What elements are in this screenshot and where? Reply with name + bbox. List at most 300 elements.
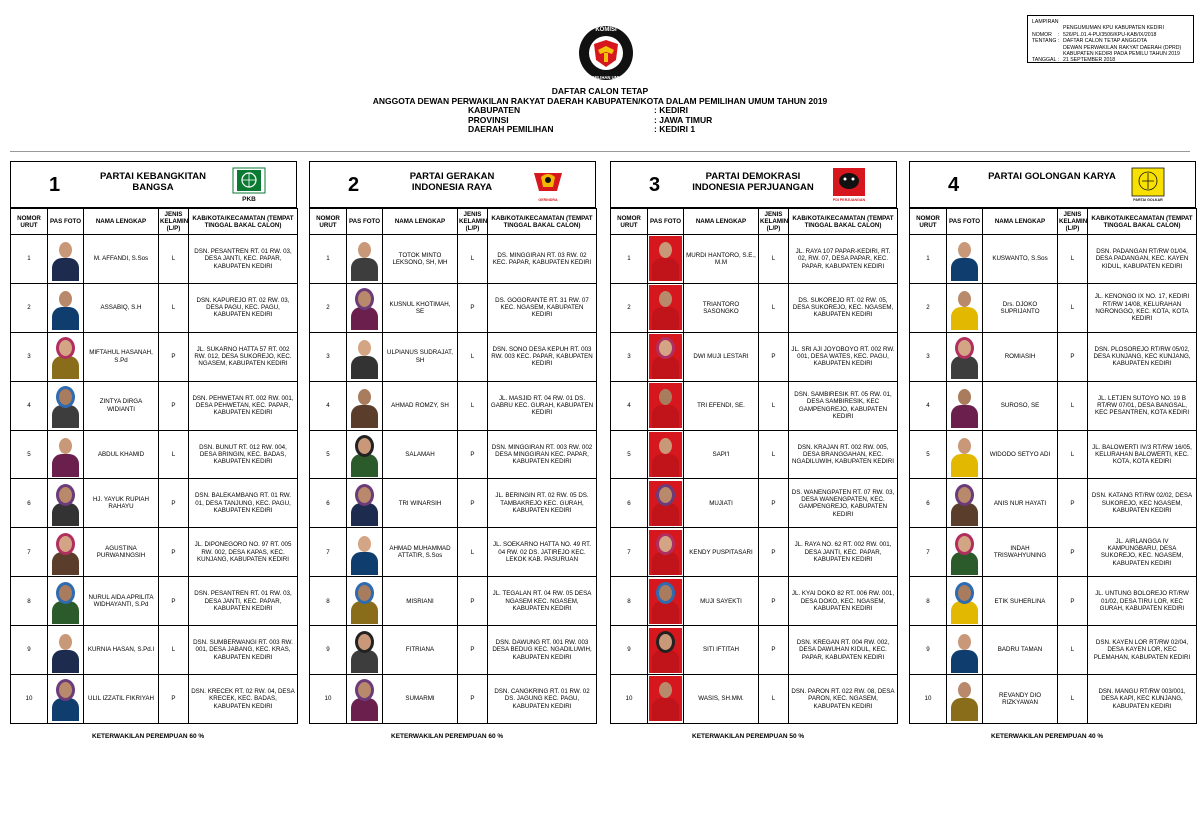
candidate-number: 3 <box>11 332 48 381</box>
candidate-address: DSN. KRECEK RT. 02 RW. 04, DESA KRECEK, KEC. BADAS, KABUPATEN KEDIRI <box>189 675 298 724</box>
candidate-photo <box>948 579 981 624</box>
candidate-number: 8 <box>910 577 947 626</box>
candidate-name: ROMIASIH <box>983 332 1058 381</box>
photo-body <box>52 503 79 526</box>
candidate-photo <box>49 334 82 379</box>
photo-cell <box>648 577 684 626</box>
photo-head <box>958 340 971 356</box>
candidate-photo <box>348 285 381 330</box>
photo-head <box>958 438 971 454</box>
candidate-photo <box>948 530 981 575</box>
candidate-name: ASSABIQ, S.H <box>84 283 159 332</box>
candidate-number: 3 <box>310 332 347 381</box>
svg-text:PEMILIHAN UMUM: PEMILIHAN UMUM <box>587 75 625 80</box>
candidate-photo <box>649 628 682 673</box>
party-name: PARTAI GOLONGAN KARYA <box>988 171 1116 182</box>
photo-cell <box>48 577 84 626</box>
candidate-sex: P <box>159 332 189 381</box>
photo-head <box>358 340 371 356</box>
candidate-number: 10 <box>611 675 648 724</box>
party-number: 1 <box>49 174 61 196</box>
candidate-name: WIDODO SETYO ADI <box>983 430 1058 479</box>
candidate-address: JL. MASJID RT. 04 RW. 01 DS. GABRU KEC. GURAH, KABUPATEN KEDIRI <box>488 381 597 430</box>
candidate-name: KENDY PUSPITASARI <box>684 528 759 577</box>
women-representation-note: KETERWAKILAN PEREMPUAN 60 % <box>92 733 205 740</box>
candidate-number: 5 <box>611 430 648 479</box>
candidate-name: MISRIANI <box>383 577 458 626</box>
candidate-name: WASIS, SH.MM. <box>684 675 759 724</box>
photo-body <box>351 454 378 477</box>
table-row <box>11 528 298 577</box>
region-value: : KEDIRI 1 <box>654 124 696 134</box>
photo-cell <box>347 675 383 724</box>
candidate-sex: L <box>458 381 488 430</box>
photo-head <box>659 536 672 552</box>
photo-head <box>659 438 672 454</box>
candidate-photo <box>948 383 981 428</box>
column-header: KAB/KOTA/KECAMATAN (TEMPAT TINGGAL BAKAL CALON) <box>488 209 597 235</box>
photo-body <box>652 356 679 379</box>
table-row <box>11 479 298 528</box>
photo-body <box>351 698 378 721</box>
photo-head <box>659 340 672 356</box>
photo-head <box>59 242 72 258</box>
candidate-name: TRI WINARSIH <box>383 479 458 528</box>
photo-body <box>951 552 978 575</box>
photo-body <box>52 698 79 721</box>
candidate-photo <box>649 432 682 477</box>
candidate-photo <box>348 383 381 428</box>
candidate-table <box>610 208 898 724</box>
candidate-number: 8 <box>310 577 347 626</box>
candidate-address: DSN. BALEKAMBANG RT. 01 RW. 01, DESA TANJUNG, KEC. PAGU, KABUPATEN KEDIRI <box>189 479 298 528</box>
photo-head <box>59 340 72 356</box>
candidate-number: 9 <box>611 626 648 675</box>
party-panel-4 <box>909 161 1196 724</box>
candidate-photo <box>948 676 981 721</box>
lampiran-row <box>1032 57 1189 63</box>
column-header: JENIS KELAMIN (L/P) <box>159 209 189 235</box>
candidate-sex: P <box>458 577 488 626</box>
photo-head <box>659 585 672 601</box>
photo-body <box>951 601 978 624</box>
photo-body <box>652 454 679 477</box>
lampiran-key: NOMOR <box>1032 31 1052 38</box>
golkar-logo-icon <box>1131 167 1165 204</box>
candidate-table <box>909 208 1197 724</box>
candidate-photo <box>49 530 82 575</box>
candidate-photo <box>348 579 381 624</box>
candidate-photo <box>348 432 381 477</box>
candidate-number: 6 <box>11 479 48 528</box>
candidate-name: SAPI'I <box>684 430 759 479</box>
candidate-address: JL. LETJEN SUTOYO NO. 19 B RT/RW 07/01, DESA BANGSAL, KEC PESANTREN, KOTA KEDIRI <box>1088 381 1197 430</box>
candidate-sex: P <box>458 675 488 724</box>
table-row <box>611 332 898 381</box>
photo-cell <box>648 430 684 479</box>
candidate-address: DSN. SUMBERWANGI RT. 003 RW. 001, DESA JABANG, KEC. KRAS, KABUPATEN KEDIRI <box>189 626 298 675</box>
table-row <box>611 430 898 479</box>
candidate-name: DWI MUJI LESTARI <box>684 332 759 381</box>
candidate-name: ANIS NUR HAYATI <box>983 479 1058 528</box>
party-name: PARTAI GERAKAN INDONESIA RAYA <box>409 171 495 193</box>
candidate-sex: L <box>759 381 789 430</box>
photo-cell <box>48 479 84 528</box>
kpu-emblem <box>578 20 634 86</box>
photo-body <box>52 650 79 673</box>
photo-body <box>951 650 978 673</box>
candidate-photo <box>49 676 82 721</box>
photo-body <box>351 356 378 379</box>
table-row <box>11 626 298 675</box>
candidate-address: DSN. PARON RT. 022 RW. 08, DESA PARON, KEC. NGASEM, KABUPATEN KEDIRI <box>789 675 898 724</box>
photo-cell <box>347 332 383 381</box>
candidate-photo <box>49 579 82 624</box>
candidate-sex: L <box>1058 430 1088 479</box>
party-panel-3 <box>610 161 897 724</box>
candidate-number: 1 <box>611 235 648 284</box>
table-row <box>11 283 298 332</box>
candidate-photo <box>649 530 682 575</box>
candidate-address: JL. SOEKARNO HATTA NO. 49 RT. 04 RW. 02 DS. JATIREJO KEC. LEKOK KAB. PASURUAN <box>488 528 597 577</box>
candidate-name: SUMARMI <box>383 675 458 724</box>
photo-body <box>951 698 978 721</box>
table-row <box>310 479 597 528</box>
candidate-number: 3 <box>611 332 648 381</box>
party-logo-text: GERINDRA <box>538 198 558 202</box>
candidate-number: 1 <box>310 235 347 284</box>
photo-head <box>958 242 971 258</box>
photo-cell <box>648 528 684 577</box>
candidate-sex: L <box>159 430 189 479</box>
photo-body <box>351 405 378 428</box>
candidate-number: 6 <box>611 479 648 528</box>
table-header-row <box>11 209 298 235</box>
photo-body <box>652 503 679 526</box>
candidate-photo <box>649 579 682 624</box>
photo-head <box>958 585 971 601</box>
column-header: NOMOR URUT <box>310 209 347 235</box>
table-row <box>310 675 597 724</box>
photo-head <box>659 487 672 503</box>
column-header: NOMOR URUT <box>910 209 947 235</box>
party-logo-text: PKB <box>242 196 256 203</box>
svg-text:KOMISI: KOMISI <box>595 27 617 33</box>
table-row <box>11 332 298 381</box>
candidate-table <box>10 208 298 724</box>
candidate-sex: P <box>458 430 488 479</box>
candidate-name: SITI IFTITAH <box>684 626 759 675</box>
photo-head <box>358 585 371 601</box>
candidate-sex: L <box>759 675 789 724</box>
region-label: KABUPATEN <box>468 105 521 115</box>
photo-head <box>59 585 72 601</box>
column-header: KAB/KOTA/KECAMATAN (TEMPAT TINGGAL BAKAL CALON) <box>189 209 298 235</box>
photo-cell <box>48 528 84 577</box>
column-header: PAS FOTO <box>347 209 383 235</box>
candidate-name: REVANDY DIO RIZKYAWAN <box>983 675 1058 724</box>
table-row <box>910 675 1197 724</box>
candidate-photo <box>49 481 82 526</box>
photo-head <box>59 487 72 503</box>
table-row <box>910 430 1197 479</box>
photo-cell <box>947 283 983 332</box>
table-row <box>11 235 298 284</box>
candidate-sex: L <box>1058 283 1088 332</box>
lampiran-colon: : <box>1058 38 1060 45</box>
candidate-photo <box>348 676 381 721</box>
photo-cell <box>48 626 84 675</box>
photo-cell <box>947 528 983 577</box>
candidate-number: 10 <box>310 675 347 724</box>
candidate-photo <box>948 481 981 526</box>
candidate-sex: L <box>159 626 189 675</box>
photo-cell <box>648 479 684 528</box>
pkb-logo-icon <box>232 167 266 204</box>
table-row <box>910 626 1197 675</box>
candidate-sex: P <box>458 283 488 332</box>
candidate-name: HJ. YAYUK RUPIAH RAHAYU <box>84 479 159 528</box>
photo-body <box>52 307 79 330</box>
photo-body <box>351 601 378 624</box>
table-row <box>11 381 298 430</box>
candidate-address: JL. RAYA 107 PAPAR-KEDIRI, RT. 02, RW. 07, DESA PAPAR, KEC. PAPAR, KABUPATEN KEDIRI <box>789 235 898 284</box>
photo-body <box>52 552 79 575</box>
party-header <box>610 161 897 208</box>
candidate-sex: P <box>1058 479 1088 528</box>
candidate-photo <box>649 383 682 428</box>
photo-body <box>52 405 79 428</box>
candidate-photo <box>948 628 981 673</box>
candidate-number: 5 <box>910 430 947 479</box>
candidate-address: DS. MINGGIRAN RT. 03 RW. 02 KEC. PAPAR, KABUPATEN KEDIRI <box>488 235 597 284</box>
table-header-row <box>310 209 597 235</box>
women-representation-note: KETERWAKILAN PEREMPUAN 40 % <box>991 733 1104 740</box>
candidate-photo <box>348 334 381 379</box>
photo-head <box>958 389 971 405</box>
candidate-sex: P <box>1058 577 1088 626</box>
candidate-number: 7 <box>910 528 947 577</box>
photo-head <box>59 389 72 405</box>
photo-head <box>958 634 971 650</box>
photo-body <box>351 552 378 575</box>
candidate-address: DSN. KAYEN LOR RT/RW 02/04, DESA KAYEN LOR, KEC PLEMAHAN, KABUPATEN KEDIRI <box>1088 626 1197 675</box>
photo-body <box>652 405 679 428</box>
region-value: : KEDIRI <box>654 105 688 115</box>
photo-head <box>59 291 72 307</box>
table-row <box>611 283 898 332</box>
photo-cell <box>947 332 983 381</box>
photo-cell <box>347 626 383 675</box>
candidate-sex: P <box>759 332 789 381</box>
photo-body <box>652 698 679 721</box>
photo-cell <box>347 283 383 332</box>
candidate-name: AHMAD ROMZY, SH <box>383 381 458 430</box>
column-header: PAS FOTO <box>648 209 684 235</box>
candidate-number: 7 <box>11 528 48 577</box>
candidate-number: 9 <box>910 626 947 675</box>
candidate-number: 2 <box>11 283 48 332</box>
candidate-table <box>309 208 597 724</box>
photo-body <box>652 552 679 575</box>
candidate-sex: L <box>759 430 789 479</box>
table-row <box>910 479 1197 528</box>
photo-head <box>958 291 971 307</box>
candidate-number: 7 <box>310 528 347 577</box>
candidate-sex: L <box>1058 381 1088 430</box>
candidate-address: DSN. KAPUREJO RT. 02 RW. 03, DESA PAGU, KEC. PAGU, KABUPATEN KEDIRI <box>189 283 298 332</box>
table-row <box>310 381 597 430</box>
column-header: KAB/KOTA/KECAMATAN (TEMPAT TINGGAL BAKAL CALON) <box>789 209 898 235</box>
candidate-name: M. AFFANDI, S.Sos <box>84 235 159 284</box>
candidate-number: 4 <box>11 381 48 430</box>
candidate-address: JL. DIPONEGORO NO. 97 RT. 005 RW. 002, DESA KAPAS, KEC. KUNJANG, KABUPATEN KEDIRI <box>189 528 298 577</box>
candidate-number: 8 <box>611 577 648 626</box>
candidate-name: MIFTAHUL HASANAH, S.Pd <box>84 332 159 381</box>
photo-cell <box>648 235 684 284</box>
lampiran-key: TENTANG <box>1032 38 1057 45</box>
candidate-sex: P <box>759 479 789 528</box>
photo-body <box>652 307 679 330</box>
table-row <box>611 235 898 284</box>
photo-cell <box>947 675 983 724</box>
column-header: NAMA LENGKAP <box>383 209 458 235</box>
photo-cell <box>648 626 684 675</box>
candidate-name: NURUL AIDA APRILITA WIDHAYANTI, S.Pd <box>84 577 159 626</box>
candidate-sex: P <box>159 577 189 626</box>
column-header: PAS FOTO <box>947 209 983 235</box>
candidate-address: DSN. PESANTREN RT. 01 RW. 03, DESA JANTI, KEC. PAPAR, KABUPATEN KEDIRI <box>189 235 298 284</box>
region-info <box>468 106 712 135</box>
candidate-number: 4 <box>310 381 347 430</box>
candidate-number: 6 <box>910 479 947 528</box>
photo-body <box>52 258 79 281</box>
table-row <box>310 283 597 332</box>
table-row <box>910 528 1197 577</box>
candidate-sex: P <box>159 479 189 528</box>
table-header-row <box>611 209 898 235</box>
photo-cell <box>648 675 684 724</box>
photo-head <box>59 438 72 454</box>
photo-body <box>351 258 378 281</box>
photo-head <box>659 242 672 258</box>
photo-cell <box>648 381 684 430</box>
table-row <box>910 283 1197 332</box>
candidate-sex: L <box>1058 626 1088 675</box>
table-row <box>910 381 1197 430</box>
party-number: 2 <box>348 174 360 196</box>
gerindra-logo-icon <box>531 167 565 204</box>
party-header <box>10 161 297 208</box>
candidate-address: DSN. CANGKRING RT. 01 RW. 02 DS. JAGUNG KEC. PAGU, KABUPATEN KEDIRI <box>488 675 597 724</box>
candidate-sex: L <box>759 235 789 284</box>
party-number: 3 <box>649 174 661 196</box>
women-representation-note: KETERWAKILAN PEREMPUAN 60 % <box>391 733 504 740</box>
candidate-address: DSN. KREGAN RT. 004 RW. 002, DESA DAWUHAN KIDUL, KEC. PAPAR, KABUPATEN KEDIRI <box>789 626 898 675</box>
photo-head <box>358 389 371 405</box>
photo-body <box>951 258 978 281</box>
photo-body <box>351 650 378 673</box>
candidate-number: 5 <box>310 430 347 479</box>
photo-body <box>652 601 679 624</box>
photo-head <box>59 536 72 552</box>
photo-head <box>358 291 371 307</box>
candidate-name: ZINTYA DIRGA WIDIANTI <box>84 381 159 430</box>
photo-cell <box>947 235 983 284</box>
photo-head <box>358 438 371 454</box>
photo-head <box>358 487 371 503</box>
table-row <box>310 577 597 626</box>
title-line-2: ANGGOTA DEWAN PERWAKILAN RAKYAT DAERAH KABUPATEN/KOTA DALAM PEMILIHAN UMUM TAHUN 2019 <box>372 96 828 106</box>
candidate-name: KUSWANTO, S.Sos <box>983 235 1058 284</box>
candidate-number: 2 <box>611 283 648 332</box>
photo-head <box>59 634 72 650</box>
photo-head <box>59 682 72 698</box>
candidate-photo <box>49 383 82 428</box>
candidate-name: TRI EFENDI, SE. <box>684 381 759 430</box>
column-header: NAMA LENGKAP <box>983 209 1058 235</box>
photo-head <box>358 634 371 650</box>
candidate-number: 1 <box>910 235 947 284</box>
region-row <box>468 125 712 135</box>
candidate-name: KURNIA HASAN, S.Pd.I <box>84 626 159 675</box>
column-header: NOMOR URUT <box>611 209 648 235</box>
candidate-number: 6 <box>310 479 347 528</box>
candidate-photo <box>948 285 981 330</box>
photo-cell <box>48 283 84 332</box>
photo-cell <box>648 283 684 332</box>
table-row <box>310 626 597 675</box>
party-logo-text: PARTAI GOLKAR <box>1133 198 1163 202</box>
party-logo-text: PDI PERJUANGAN <box>832 198 866 202</box>
photo-body <box>52 454 79 477</box>
candidate-sex: P <box>1058 528 1088 577</box>
candidate-sex: L <box>159 283 189 332</box>
photo-cell <box>947 479 983 528</box>
candidate-photo <box>649 236 682 281</box>
column-header: NOMOR URUT <box>11 209 48 235</box>
candidate-sex: L <box>458 235 488 284</box>
candidate-address: DS. SUKOREJO RT. 02 RW. 05, DESA SUKOREJO, KEC. NGASEM, KABUPATEN KEDIRI <box>789 283 898 332</box>
photo-cell <box>347 528 383 577</box>
women-representation-note: KETERWAKILAN PEREMPUAN 50 % <box>692 733 805 740</box>
photo-cell <box>48 430 84 479</box>
photo-cell <box>347 430 383 479</box>
candidate-sex: P <box>458 626 488 675</box>
candidate-sex: P <box>159 675 189 724</box>
photo-cell <box>947 430 983 479</box>
photo-body <box>951 503 978 526</box>
party-header <box>909 161 1196 208</box>
photo-head <box>659 682 672 698</box>
candidate-address: DSN. PLOSOREJO RT/RW 05/02, DESA KUNJANG, KEC KUNJANG, KABUPATEN KEDIRI <box>1088 332 1197 381</box>
region-label: DAERAH PEMILIHAN <box>468 124 554 134</box>
candidate-address: DSN. PADANGAN RT/RW 01/04, DESA PADANGAN, KEC. KAYEN KIDUL, KABUPATEN KEDIRI <box>1088 235 1197 284</box>
candidate-number: 8 <box>11 577 48 626</box>
table-row <box>910 577 1197 626</box>
party-number: 4 <box>948 174 960 196</box>
candidate-name: MUJIATI <box>684 479 759 528</box>
column-header: KAB/KOTA/KECAMATAN (TEMPAT TINGGAL BAKAL CALON) <box>1088 209 1197 235</box>
photo-body <box>951 405 978 428</box>
party-panel-1 <box>10 161 297 724</box>
candidate-sex: L <box>458 528 488 577</box>
candidate-name: KUSNUL KHOTIMAH, SE <box>383 283 458 332</box>
lampiran-value: DEWAN PERWAKILAN RAKYAT DAERAH (DPRD) <box>1063 44 1182 51</box>
table-row <box>611 528 898 577</box>
photo-body <box>351 503 378 526</box>
candidate-name: FITRIANA <box>383 626 458 675</box>
